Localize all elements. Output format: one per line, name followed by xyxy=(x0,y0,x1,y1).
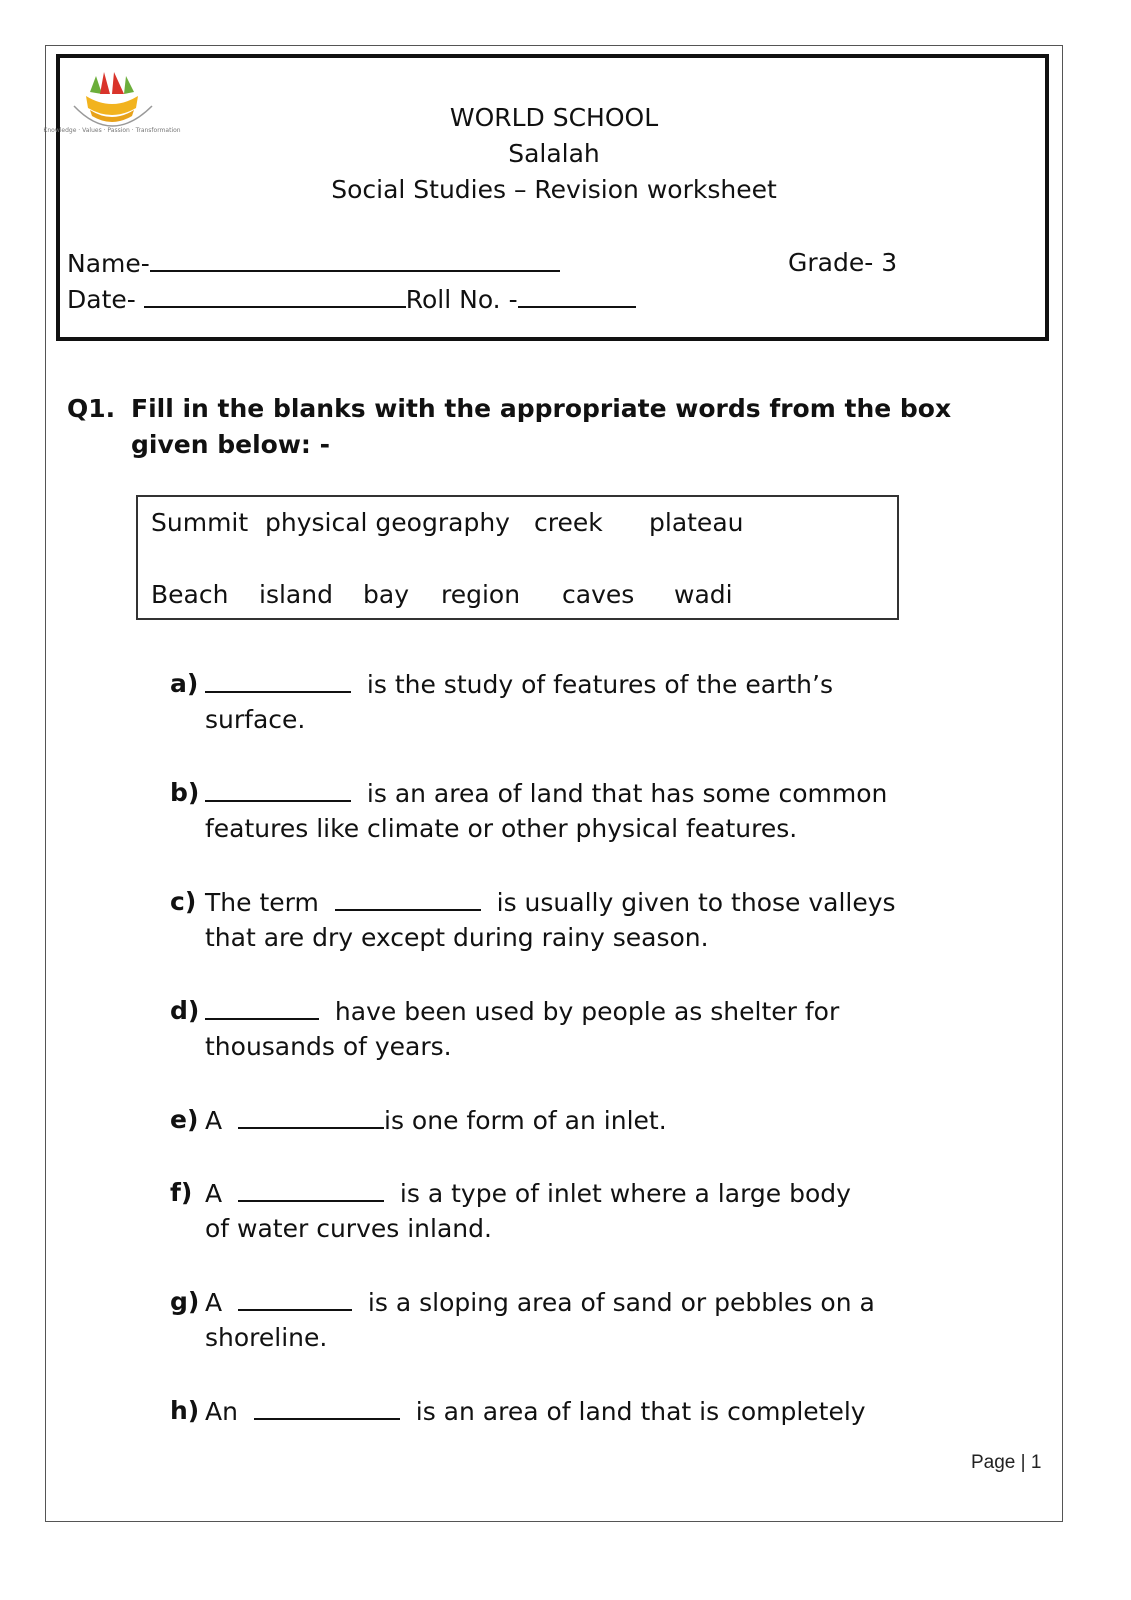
question-c-line1: The term is usually given to those valleys xyxy=(205,888,896,917)
date-blank[interactable] xyxy=(144,284,406,308)
q1-number: Q1. xyxy=(67,394,116,423)
question-g-label: g) xyxy=(170,1287,200,1316)
word-plateau: plateau xyxy=(649,508,744,537)
word-physical-geography: physical geography xyxy=(265,508,510,537)
question-d-label: d) xyxy=(170,996,200,1025)
roll-blank[interactable] xyxy=(518,284,636,308)
q1-instruction-line1: Fill in the blanks with the appropriate words from the box xyxy=(131,394,952,423)
question-c-line2: that are dry except during rainy season. xyxy=(205,923,709,952)
question-f-line2: of water curves inland. xyxy=(205,1214,492,1243)
word-bay: bay xyxy=(363,580,409,609)
question-g-line2: shoreline. xyxy=(205,1323,328,1352)
question-f-label: f) xyxy=(170,1178,193,1207)
answer-blank-f[interactable] xyxy=(238,1178,384,1202)
logo-motto: Knowledge · Values · Passion · Transformation xyxy=(43,127,181,134)
question-b-line1: is an area of land that has some common xyxy=(205,778,887,809)
answer-blank-c[interactable] xyxy=(335,887,481,911)
school-name: WORLD SCHOOL xyxy=(449,103,659,132)
date-label: Date- xyxy=(67,285,136,314)
name-blank[interactable] xyxy=(150,248,560,272)
question-h-line1: An is an area of land that is completely xyxy=(205,1397,866,1426)
question-b-label: b) xyxy=(170,778,200,807)
word-creek: creek xyxy=(534,508,603,537)
question-h-label: h) xyxy=(170,1396,200,1425)
answer-blank-a[interactable] xyxy=(205,669,351,693)
date-row xyxy=(67,284,636,315)
question-a-line2: surface. xyxy=(205,705,306,734)
word-island: island xyxy=(259,580,333,609)
question-c-label: c) xyxy=(170,887,197,916)
word-wadi: wadi xyxy=(674,580,733,609)
name-label: Name- xyxy=(67,249,150,278)
answer-blank-b[interactable] xyxy=(205,778,351,802)
word-summit: Summit xyxy=(151,508,249,537)
page-number: Page | 1 xyxy=(971,1452,1042,1473)
answer-blank-d[interactable] xyxy=(205,996,319,1020)
answer-blank-h[interactable] xyxy=(254,1396,400,1420)
question-d-line2: thousands of years. xyxy=(205,1032,452,1061)
question-g-line1: A is a sloping area of sand or pebbles on a xyxy=(205,1288,875,1317)
answer-blank-g[interactable] xyxy=(238,1287,352,1311)
word-beach: Beach xyxy=(151,580,229,609)
roll-label: Roll No. - xyxy=(405,285,518,314)
question-e-line1: A is one form of an inlet. xyxy=(205,1106,667,1135)
worksheet-title: Social Studies – Revision worksheet xyxy=(331,175,777,204)
school-city: Salalah xyxy=(508,139,600,168)
question-e-label: e) xyxy=(170,1105,199,1134)
question-b-line2: features like climate or other physical features. xyxy=(205,814,798,843)
q1-instruction-line2: given below: - xyxy=(131,430,330,459)
question-d-line1: have been used by people as shelter for xyxy=(205,996,839,1027)
question-a-label: a) xyxy=(170,669,199,698)
word-caves: caves xyxy=(562,580,635,609)
question-f-line1: A is a type of inlet where a large body xyxy=(205,1179,851,1208)
question-a-line1: is the study of features of the earth’s xyxy=(205,669,833,700)
name-row xyxy=(67,248,560,279)
word-region: region xyxy=(441,580,521,609)
grade-label: Grade- 3 xyxy=(788,248,898,277)
answer-blank-e[interactable] xyxy=(238,1105,384,1129)
